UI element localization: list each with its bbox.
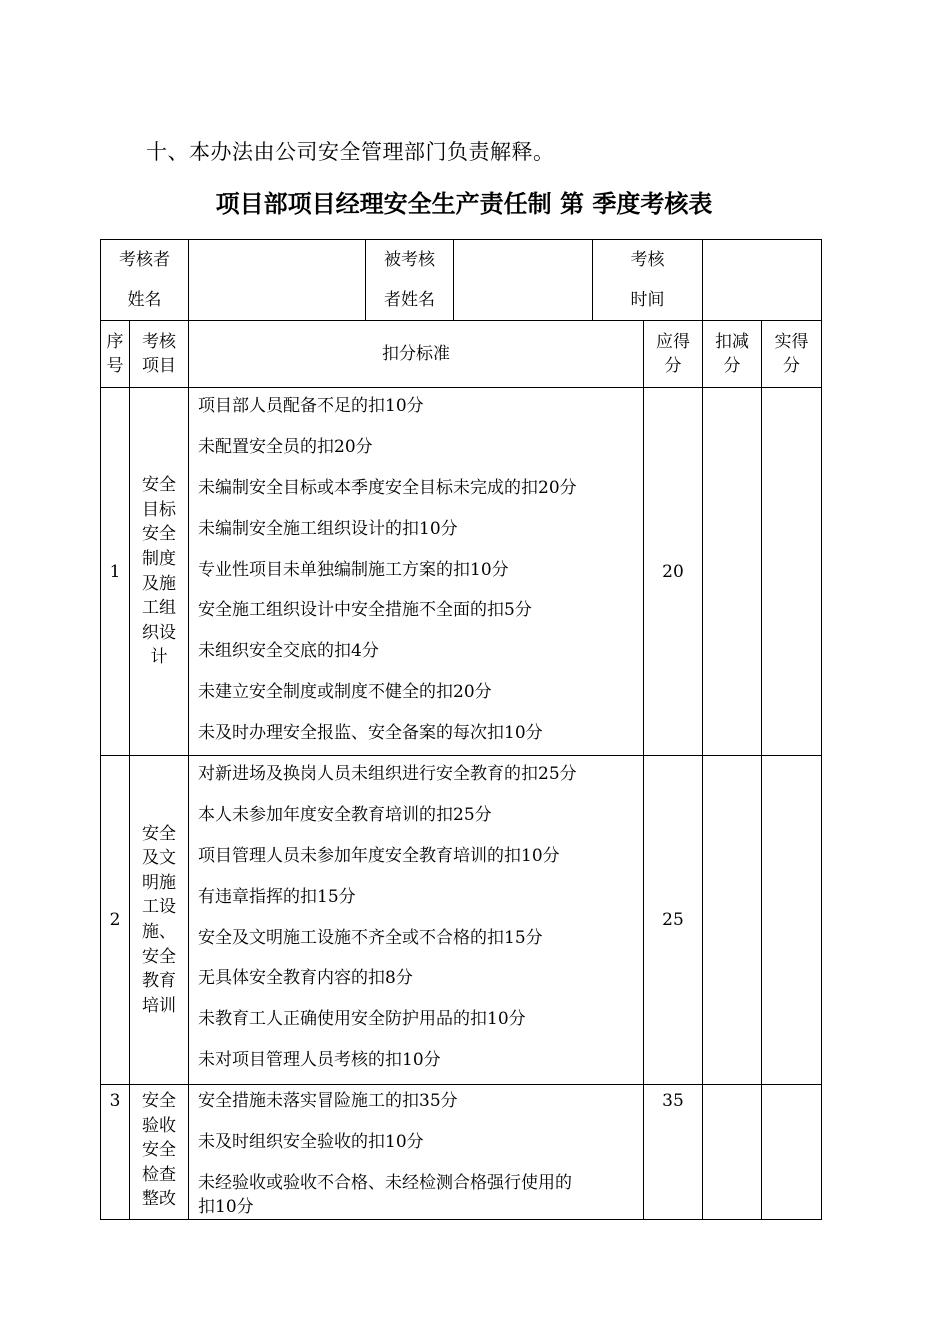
row-deduction-cell[interactable] <box>703 756 762 1085</box>
row-item: 安全及文明施工设施、安全教育培训 <box>130 756 189 1085</box>
criterion: 项目管理人员未参加年度安全教育培训的扣10分 <box>198 845 560 866</box>
row-item: 安全目标安全制度及施工组织设计 <box>130 388 189 756</box>
col-header-actual: 实得分 <box>762 321 822 388</box>
criterion: 项目部人员配备不足的扣10分 <box>198 396 424 416</box>
row-deduction-cell[interactable] <box>703 388 762 756</box>
assessee-name-field[interactable] <box>454 240 593 321</box>
row-full-score: 25 <box>644 756 703 1085</box>
assessee-label: 被考核 者姓名 <box>366 240 454 321</box>
criterion: 专业性项目未单独编制施工方案的扣10分 <box>198 559 509 580</box>
criterion: 安全措施未落实冒险施工的扣35分 <box>198 1091 458 1111</box>
criterion: 未编制安全目标或本季度安全目标未完成的扣20分 <box>198 477 577 498</box>
criterion: 未建立安全制度或制度不健全的扣20分 <box>198 682 492 703</box>
col-header-criteria: 扣分标准 <box>189 321 644 388</box>
row-seq: 3 <box>101 1085 130 1220</box>
criterion: 有违章指挥的扣15分 <box>198 886 356 907</box>
row-criteria <box>189 756 644 1085</box>
column-header-row <box>101 321 822 388</box>
criterion: 未经验收或验收不合格、未经检测合格强行使用的 <box>198 1172 572 1193</box>
criterion: 无具体安全教育内容的扣8分 <box>198 968 413 989</box>
header-row <box>101 240 822 321</box>
col-header-full-score: 应得分 <box>644 321 703 388</box>
col-header-item: 考核项目 <box>130 321 189 388</box>
criterion: 未编制安全施工组织设计的扣10分 <box>198 518 458 539</box>
row-criteria <box>189 388 644 756</box>
criterion: 未及时办理安全报监、安全备案的每次扣10分 <box>198 723 543 744</box>
criterion: 未对项目管理人员考核的扣10分 <box>198 1050 441 1071</box>
criterion: 对新进场及换岗人员未组织进行安全教育的扣25分 <box>198 764 577 784</box>
row-actual-cell[interactable] <box>762 388 822 756</box>
time-label: 考核 时间 <box>593 240 703 321</box>
table-row <box>101 388 822 756</box>
col-header-seq: 序号 <box>101 321 130 388</box>
criterion: 未组织安全交底的扣4分 <box>198 641 379 662</box>
row-criteria <box>189 1085 644 1220</box>
criterion: 未及时组织安全验收的扣10分 <box>198 1131 424 1152</box>
intro-paragraph: 十、本办法由公司安全管理部门负责解释。 <box>146 140 555 164</box>
table-row <box>101 756 822 1085</box>
row-full-score: 35 <box>644 1085 703 1220</box>
criterion: 本人未参加年度安全教育培训的扣25分 <box>198 804 492 825</box>
page-title: 项目部项目经理安全生产责任制 第 季度考核表 <box>215 190 713 218</box>
row-full-score: 20 <box>644 388 703 756</box>
criterion: 扣10分 <box>198 1196 254 1217</box>
assessment-time-field[interactable] <box>703 240 822 321</box>
criterion: 未配置安全员的扣20分 <box>198 436 373 457</box>
row-item: 安全验收安全检查整改 <box>130 1085 189 1220</box>
criterion: 安全及文明施工设施不齐全或不合格的扣15分 <box>198 927 543 948</box>
col-header-deduction: 扣减分 <box>703 321 762 388</box>
criterion: 未教育工人正确使用安全防护用品的扣10分 <box>198 1009 526 1030</box>
table-row <box>101 1085 822 1220</box>
row-deduction-cell[interactable] <box>703 1085 762 1220</box>
row-seq: 2 <box>101 756 130 1085</box>
row-actual-cell[interactable] <box>762 756 822 1085</box>
row-actual-cell[interactable] <box>762 1085 822 1220</box>
assessor-name-field[interactable] <box>189 240 366 321</box>
row-seq: 1 <box>101 388 130 756</box>
assessor-label: 考核者 姓名 <box>101 240 189 321</box>
criterion: 安全施工组织设计中安全措施不全面的扣5分 <box>198 600 532 621</box>
assessment-table <box>100 239 822 1220</box>
